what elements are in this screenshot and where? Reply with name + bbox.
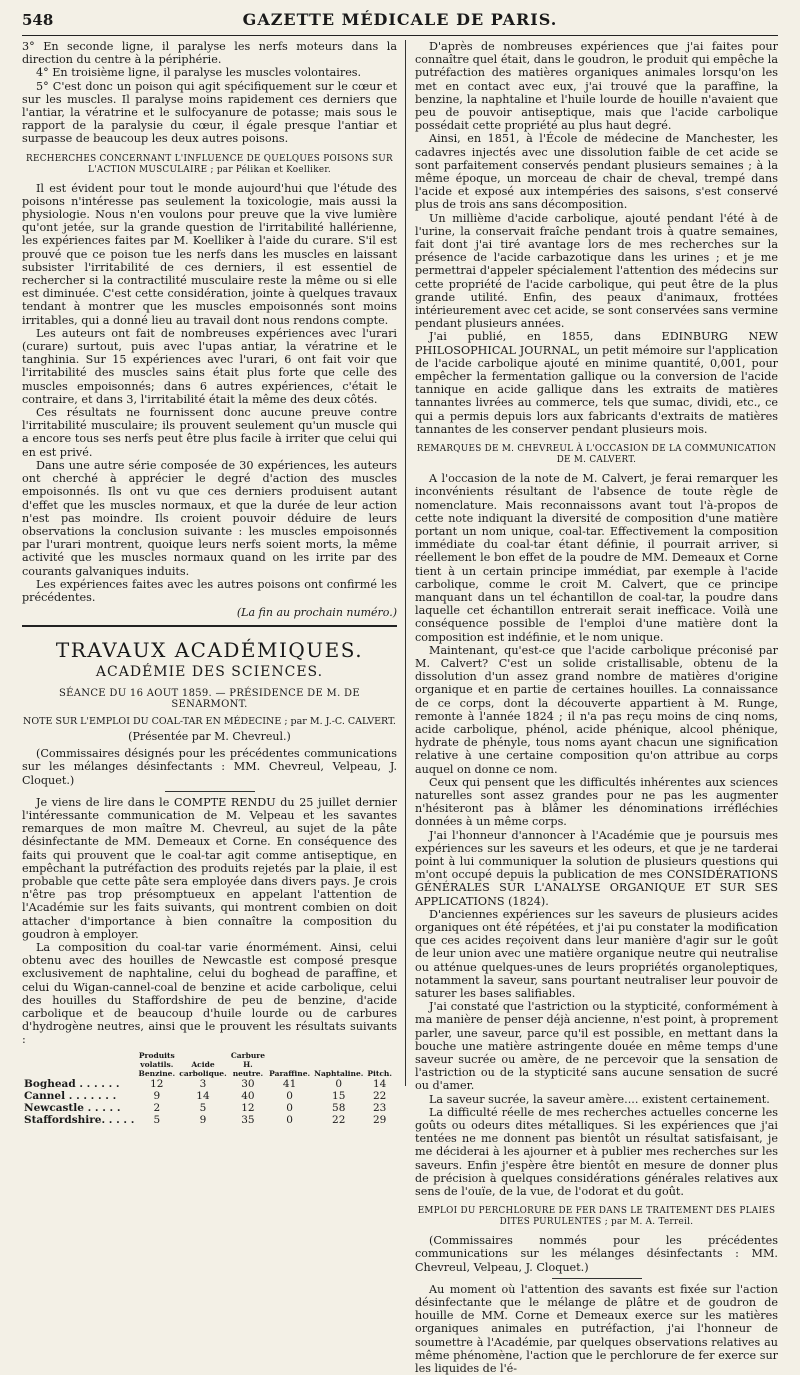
section-divider bbox=[22, 625, 397, 630]
table-cell: 22 bbox=[373, 1089, 387, 1102]
page-number: 548 bbox=[22, 11, 54, 29]
presentee-line: (Présentée par M. Chevreul.) bbox=[128, 730, 291, 744]
continuation-note: (La fin au prochain numéro.) bbox=[236, 606, 397, 620]
table-header-row bbox=[22, 1051, 394, 1078]
left-column bbox=[22, 40, 406, 1126]
body-paragraph: D'après de nombreuses expériences que j'ai faites pour connaître quel était, dans le goudron, le produit qui empêche la putréfaction des matières organiques animales lorsqu'on les met en contact avec eux, j'ai trouvé que la paraffine, la benzine, la naphtaline et l'huile lourde de houille n'avaient que peu de pouvoir antiseptique, mais que l'acide carbolique possédait cette propriété au plus haut degré. bbox=[415, 40, 778, 133]
table-cell: 0 bbox=[286, 1101, 293, 1114]
table-cell: Staffordshire. . . . . bbox=[24, 1113, 135, 1126]
table-row bbox=[22, 1078, 394, 1090]
body-paragraph: Ainsi, en 1851, à l'École de médecine de Manchester, les cadavres injectés avec une dissolution faible de cet acide se sont parfaitement conservés pendant plusieurs semaines ; à la même époque, un morceau de chair de cheval, trempé dans l'acide et exposé aux intempéries des saisons, s'est conservé plus de trois ans sans décomposition. bbox=[415, 132, 778, 212]
body-paragraph: Ceux qui pensent que les difficultés inhérentes aux sciences naturelles sont assez grandes pour ne pas les augmenter n'hésiteront pas à blâmer les dénominations irréfléchies données à un même corps. bbox=[415, 775, 778, 829]
table-cell: 23 bbox=[373, 1101, 387, 1114]
table-cell: 0 bbox=[286, 1089, 293, 1102]
body-paragraph: Au moment où l'attention des savants est fixée sur l'action désinfectante que le mélange de plâtre et de goudron de houille de MM. Corne et Demeaux exerce sur les matières organiques animales en putréfaction, j'ai l'honneur de soumettre à l'Académie, par quelques observations relatives au même phénomène, l'action que le perchlorure de fer exerce sur les liquides de l'é- bbox=[415, 1282, 778, 1375]
commissaires-line: (Commissaires désignés pour les précédentes communications sur les mélanges désinfectants : MM. Chevreul, Velpeau, J. Cloquet.) bbox=[22, 747, 397, 787]
body-paragraph: La difficulté réelle de mes recherches actuelles concerne les goûts ou odeurs dites métalliques. Si les expériences que j'ai tentées ne me donnent pas bientôt un résultat satisfaisant, je me déciderai à les ajourner et à publier mes recherches sur les saveurs. Enfin j'espère être bientôt en mesure de donner plus de précision à quelques considérations générales relatives aux sens de l'ouïe, de la vue, de l'odorat et du goût. bbox=[415, 1105, 778, 1199]
table-cell: 14 bbox=[373, 1077, 387, 1090]
body-paragraph: Je viens de lire dans le COMPTE RENDU du 25 juillet dernier l'intéressante communication de M. Velpeau et les savantes remarques de mon maître M. Chevreul, au sujet de la pâte désinfectante de MM. Demeaux et Corne. En conséquence des faits qui prouvent que le coal-tar agit comme antiseptique, en empêchant la putréfaction des produits rejetés par la plaie, il est probable que cette pâte sera employée dans divers pays. Je crois n'être pas trop présomptueux en appelant l'attention de l'Académie sur les faits suivants, qui montrent combien on doit attacher d'importance à bien connaître la composition du goudron à employer. bbox=[22, 795, 397, 941]
table-header: Naphtaline. bbox=[314, 1068, 364, 1078]
table-header bbox=[22, 1051, 136, 1078]
body-paragraph: J'ai l'honneur d'annoncer à l'Académie que je poursuis mes expériences sur les saveurs et les odeurs, et que je ne tarderai point à lui communiquer la solution de plusieurs questions qui m'ont occupé depuis la publication de mes CONSIDÉRATIONS GÉNÉRALES SUR L'ANALYSE ORGANIQUE ET SUR SES APPLICATIONS (1824). bbox=[415, 828, 778, 908]
table-cell: 14 bbox=[196, 1089, 210, 1102]
table-cell: 58 bbox=[332, 1101, 346, 1114]
body-paragraph: Les auteurs ont fait de nombreuses expériences avec l'urari (curare) surtout, puis avec l'upas antiar, la vératrine et le tanghinia. Sur 15 expériences avec l'urari, 6 ont fait voir que l'irritabilité des muscles sains était plus forte que celle des muscles empoisonnés; dans 6 autres expériences, c'était le contraire, et dans 3, l'irritabilité était la même des deux côtés. bbox=[22, 326, 397, 406]
note-title: NOTE SUR L'EMPLOI DU COAL-TAR EN MÉDECINE ; par M. J.-C. CALVERT. bbox=[23, 716, 396, 728]
table-header: Acide carbolique. bbox=[179, 1059, 227, 1078]
intro-paragraph: 4° En troisième ligne, il paralyse les muscles volontaires. bbox=[36, 66, 362, 80]
table-cell: 5 bbox=[199, 1101, 207, 1114]
table-cell: Boghead . . . . . . bbox=[24, 1077, 120, 1090]
body-paragraph: Les expériences faites avec les autres poisons ont confirmé les précédentes. bbox=[22, 577, 397, 604]
body-paragraph: A l'occasion de la note de M. Calvert, je ferai remarquer les inconvénients résultant de l'absence de toute règle de nomenclature. Mais reconnaissons avant tout l'à-propos de cette note indiquant la diversité de composition d'une matière portant un nom unique, coal-tar. Effectivement la composition immédiate du coal-tar étant définie, il pourrait arriver, si réellement le bon effet de la poudre de MM. Demeaux et Corne tient à un certain principe immédiat, par exemple à l'acide carbolique, comme le croit M. Calvert, que ce principe manquant dans un tel échantillon de coal-tar, la poudre dans laquelle cet échantillon entrerait serait inefficace. Voilà une conséquence possible de l'emploi d'une matière dont la composition est indéfinie, et le nom unique. bbox=[415, 472, 778, 644]
body-paragraph: D'anciennes expériences sur les saveurs de plusieurs acides organiques ont été répétées, et j'ai pu constater la modification que ces acides reçoivent dans leur manière d'agir sur le goût de leur union avec une matière organique neutre qui neutralise ou atténue quelques-unes de leurs propriétés organoleptiques, notamment la saveur, sans pourtant neutraliser leur pouvoir de saturer les bases salifiables. bbox=[415, 907, 778, 1001]
columns bbox=[22, 40, 778, 1375]
body-paragraph: Ces résultats ne fournissent donc aucune preuve contre l'irritabilité musculaire; ils prouvent seulement qu'un muscle qui a encore tous ses nerfs peut être plus facile à irriter que celui qui en est privé. bbox=[22, 406, 397, 459]
academie-title: ACADÉMIE DES SCIENCES. bbox=[95, 664, 324, 681]
header-rule bbox=[22, 35, 778, 36]
body-paragraph: J'ai publié, en 1855, dans EDINBURG NEW PHILOSOPHICAL JOURNAL, un petit mémoire sur l'application de l'acide carbolique ajouté en minime quantité, 0,001, pour empêcher la fermentation gallique ou la conversion de l'acide tannique en acide gallique dans les extraits de matières tannantes livrées au commerce, tels que sumac, dividi, etc., ce qui a permis depuis lors aux fabricants d'extraits de matières tannantes de les conserver pendant plusieurs mois. bbox=[415, 330, 778, 436]
table-cell: 15 bbox=[332, 1089, 346, 1102]
table-header: Carbure H. neutre. bbox=[230, 1050, 266, 1078]
table-cell: 30 bbox=[241, 1077, 255, 1090]
table-cell: 3 bbox=[199, 1077, 207, 1090]
section-heading-terreil: EMPLOI DU PERCHLORURE DE FER DANS LE TRAITEMENT DES PLAIES DITES PURULENTES ; par M. A. Terreil. bbox=[417, 1206, 776, 1228]
table-cell: 9 bbox=[153, 1089, 161, 1102]
table-cell: Newcastle . . . . . bbox=[24, 1101, 121, 1114]
table-header: Produits volatils. Benzine. bbox=[138, 1050, 176, 1078]
commissaires-line: (Commissaires nommés pour les précédentes communications sur les mélanges désinfectants : MM. Chevreul, Velpeau, J. Cloquet.) bbox=[415, 1234, 778, 1274]
body-paragraph: Il est évident pour tout le monde aujourd'hui que l'étude des poisons n'intéresse pas seulement la toxicologie, mais aussi la physiologie. Nous n'en voulons pour preuve que la vive lumière qu'ont jetée, sur la grande question de l'irritabilité hallérienne, les expériences faites par M. Koelliker à l'aide du curare. S'il est prouvé que ce poison tue les nerfs dans les muscles en laissant subsister l'irritabilité de ces derniers, il est essentiel de rechercher si la contractilité musculaire reste la même ou si elle est diminuée. C'est cette considération, jointe à quelques travaux tendant à montrer que les muscles empoisonnés sont moins irritables, qui a donné lieu au travail dont nous rendons compte. bbox=[22, 181, 397, 327]
table-cell: 22 bbox=[332, 1113, 346, 1126]
short-rule bbox=[552, 1278, 642, 1279]
table-cell: 5 bbox=[153, 1113, 161, 1126]
table-cell: 29 bbox=[373, 1113, 387, 1126]
table-cell: 2 bbox=[153, 1101, 161, 1114]
page-header bbox=[22, 10, 778, 32]
section-heading-chevreul: REMARQUES DE M. CHEVREUL À L'OCCASION DE LA COMMUNICATION DE M. CALVERT. bbox=[416, 444, 777, 466]
right-column bbox=[406, 40, 778, 1375]
body-paragraph: Un millième d'acide carbolique, ajouté pendant l'été à de l'urine, la conservait fraîche pendant trois à quatre semaines, fait dont j'ai tiré avantage lors de mes recherches sur la présence de l'acide carbazotique dans les urines ; et je me permettrai d'appeler spécialement l'attention des médecins sur cette propriété de l'acide carbolique, qui peut être de la plus grande utilité. Enfin, des peaux d'animaux, frottées intérieurement avec cet acide, se sont conservées sans vermine pendant plusieurs années. bbox=[415, 211, 778, 331]
section-heading-poisons: RECHERCHES CONCERNANT L'INFLUENCE DE QUELQUES POISONS SUR L'ACTION MUSCULAIRE ; par Pélikan et Koelliker. bbox=[26, 153, 393, 175]
coal-tar-table bbox=[22, 1051, 394, 1126]
travaux-title: TRAVAUX ACADÉMIQUES. bbox=[55, 638, 364, 663]
table-cell: 12 bbox=[150, 1077, 164, 1090]
table-cell: 41 bbox=[282, 1077, 297, 1090]
table-cell: 40 bbox=[241, 1089, 255, 1102]
body-paragraph: Maintenant, qu'est-ce que l'acide carbolique préconisé par M. Calvert? C'est un solide cristallisable, obtenu de la dissolution d'un assez grand nombre de matières d'origine organique et en partie de certaines houilles. La connaissance de ce corps, dont la découverte appartient à M. Runge, remonte à l'année 1824 ; il n'a pas reçu moins de cinq noms, acide carbolique, phénol, acide phénique, alcool phénique, hydrate de phényle, tous noms ayant chacun une signification relative à une certaine composition qu'on attribue au corps auquel on donne ce nom. bbox=[415, 643, 778, 776]
short-rule bbox=[165, 791, 255, 792]
table-row bbox=[22, 1102, 394, 1114]
table-cell: 35 bbox=[241, 1113, 255, 1126]
table-row bbox=[22, 1090, 394, 1102]
table-cell: 9 bbox=[199, 1113, 207, 1126]
intro-paragraph: 3° En seconde ligne, il paralyse les nerfs moteurs dans la direction du centre à la périphérie. bbox=[22, 40, 397, 67]
table-header: Paraffine. bbox=[269, 1068, 311, 1078]
table-cell: Cannel . . . . . . . bbox=[24, 1089, 117, 1102]
table-cell: 0 bbox=[335, 1077, 343, 1090]
seance-line: SÉANCE DU 16 AOUT 1859. — PRÉSIDENCE DE M. DE SENARMONT. bbox=[59, 688, 360, 711]
body-paragraph: La saveur sucrée, la saveur amère.... existent certainement. bbox=[429, 1092, 770, 1106]
journal-title: GAZETTE MÉDICALE DE PARIS. bbox=[242, 10, 558, 29]
intro-paragraph: 5° C'est donc un poison qui agit spécifiquement sur le cœur et sur les muscles. Il paralyse moins rapidement ces derniers que l'antiar, la vératrine et le sulfocyanure de potasse; mais sous le rapport de la paralysie du cœur, il égale presque l'antiar et surpasse de beaucoup les deux autres poisons. bbox=[22, 79, 397, 146]
table-cell: 0 bbox=[286, 1113, 293, 1126]
table-row bbox=[22, 1114, 394, 1126]
table-header: Pitch. bbox=[367, 1068, 392, 1078]
body-paragraph: Dans une autre série composée de 30 expériences, les auteurs ont cherché à apprécier le degré d'action des muscles empoisonnés. Ils ont vu que ces derniers produisent autant d'effet que les muscles normaux, et que la durée de leur action n'est pas moindre. Ils croient pouvoir déduire de leurs observations la conclusion suivante : les muscles empoisonnés par l'urari montrent, quoique leurs nerfs soient morts, la même activité que les muscles normaux quand on les irrite par des courants galvaniques induits. bbox=[22, 458, 397, 578]
table-cell: 12 bbox=[241, 1101, 255, 1114]
body-paragraph: J'ai constaté que l'astriction ou la stypticité, conformément à ma manière de penser déjà ancienne, n'est point, à proprement parler, une saveur, parce qu'il est possible, en mettant dans la bouche une matière astringente douée en même temps d'une saveur sucrée ou amère, de ne percevoir que la sensation de l'astriction ou de la stypticité sans aucune sensation de sucré ou d'amer. bbox=[415, 1000, 778, 1093]
body-paragraph: La composition du coal-tar varie énormément. Ainsi, celui obtenu avec des houilles de Newcastle est composé presque exclusivement de naphtaline, celui du boghead de paraffine, et celui du Wigan-cannel-coal de benzine et acide carbolique, celui des houilles du Staffordshire de peu de benzine, d'acide carbolique et de beaucoup d'huile lourde ou de carbures d'hydrogène neutres, ainsi que le prouvent les résultats suivants : bbox=[22, 940, 397, 1047]
